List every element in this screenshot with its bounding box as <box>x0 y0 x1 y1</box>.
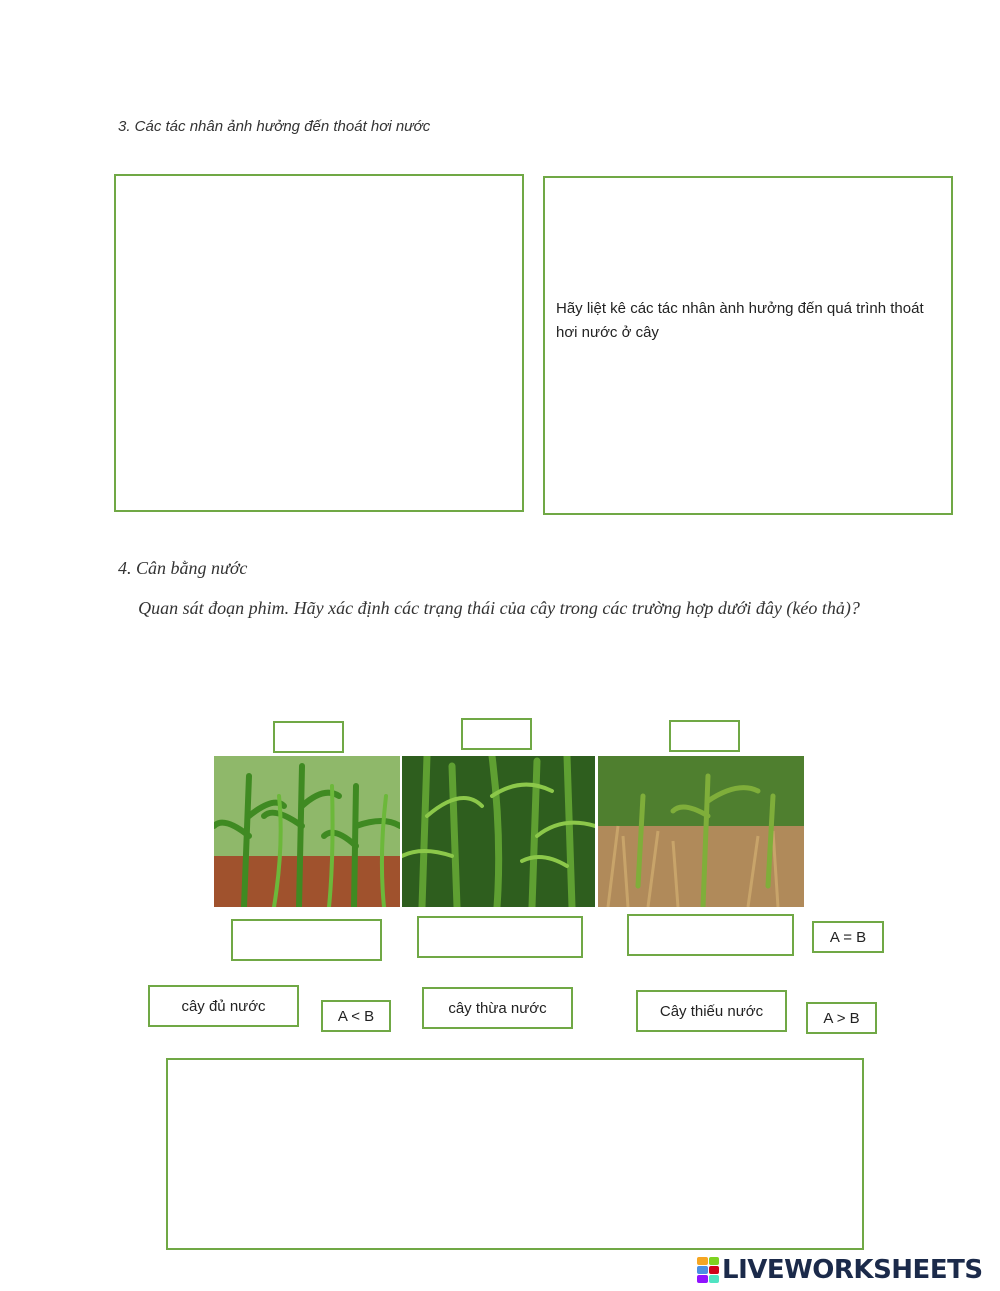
chip-thua-nuoc[interactable]: cây thừa nước <box>422 987 573 1029</box>
corn-plants-photo-2 <box>402 756 595 907</box>
drop-zone-bottom-2[interactable] <box>417 916 583 958</box>
answer-box-factors[interactable] <box>114 174 524 512</box>
corn-plants-photo-1 <box>214 756 400 907</box>
chip-a-less-b[interactable]: A < B <box>321 1000 391 1032</box>
chip-du-nuoc[interactable]: cây đủ nước <box>148 985 299 1027</box>
prompt-box <box>543 176 953 515</box>
liveworksheets-logo <box>697 1255 983 1285</box>
prompt-text: Hãy liệt kê các tác nhân ành hưởng đến quá trình thoát hơi nước ở cây <box>556 300 924 341</box>
logo-text: LIVEWORKSHEETS <box>722 1255 983 1285</box>
drop-zone-top-2[interactable] <box>461 718 532 750</box>
logo-mark-icon <box>697 1257 719 1283</box>
drop-zone-top-1[interactable] <box>273 721 344 753</box>
section-3-heading: 3. Các tác nhân ảnh hưởng đến thoát hơi nước <box>118 118 431 135</box>
corn-photo-3-image <box>598 756 804 907</box>
answer-box-water-balance[interactable] <box>166 1058 864 1250</box>
chip-thieu-nuoc[interactable]: Cây thiếu nước <box>636 990 787 1032</box>
chip-a-greater-b[interactable]: A > B <box>806 1002 877 1034</box>
drop-zone-bottom-1[interactable] <box>231 919 382 961</box>
section-4-heading: 4. Cân bằng nước <box>118 558 248 578</box>
drop-zone-top-3[interactable] <box>669 720 740 752</box>
corn-photo-1-image <box>214 756 400 907</box>
instruction-text: Quan sát đoạn phim. Hãy xác định các trạng thái của cây trong các trường hợp dưới đây (kéo thả)? <box>138 598 860 618</box>
corn-plants-photo-3 <box>598 756 804 907</box>
corn-photo-2-image <box>402 756 595 907</box>
chip-a-equals-b[interactable]: A = B <box>812 921 884 953</box>
drop-zone-bottom-3[interactable] <box>627 914 794 956</box>
